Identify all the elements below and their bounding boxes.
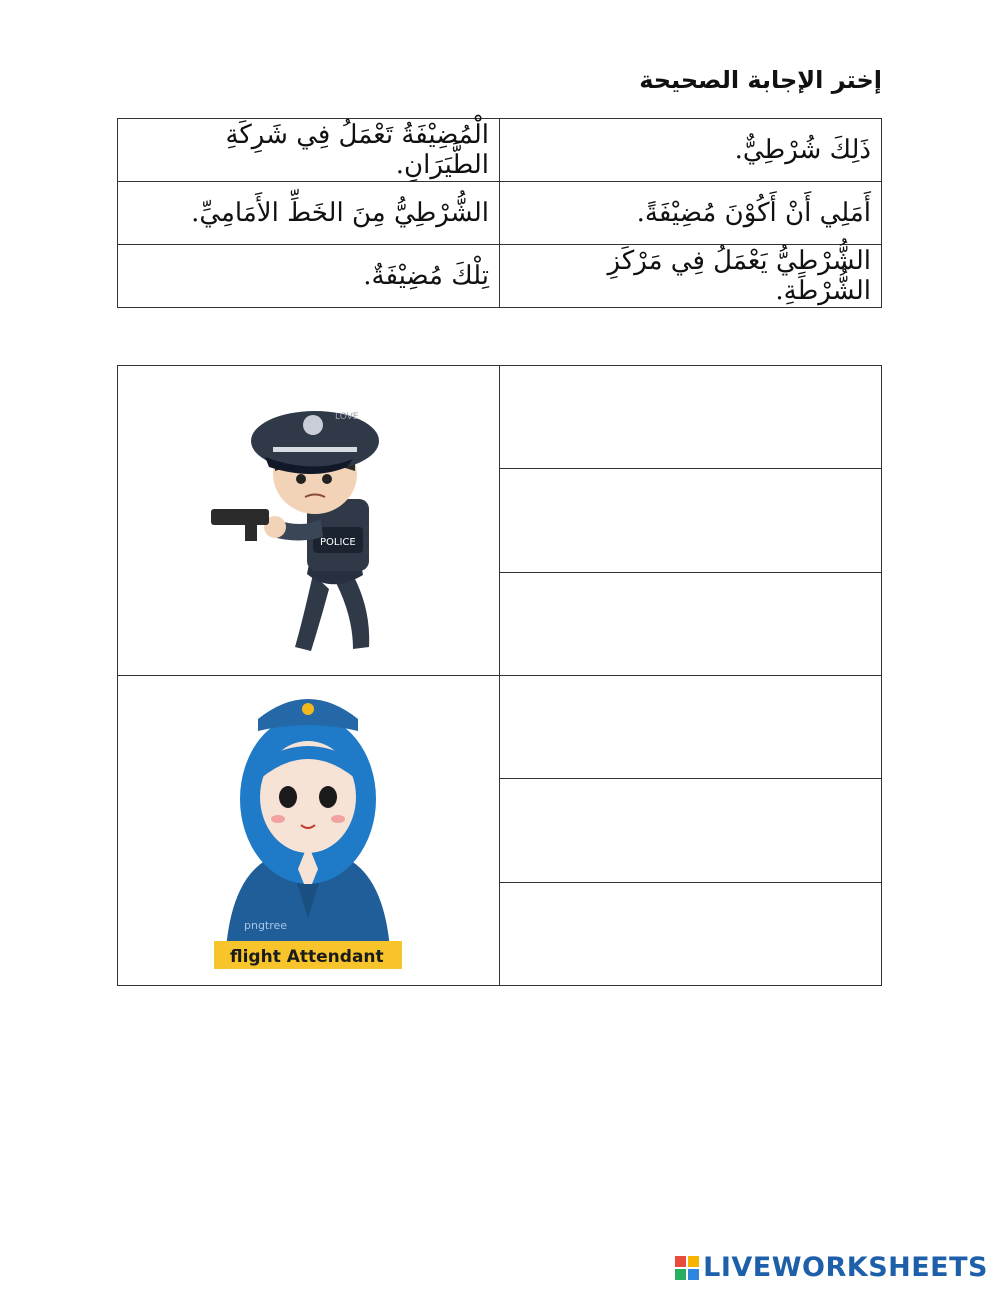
options-row (118, 182, 882, 245)
logo-square (675, 1269, 686, 1280)
police-image-cell (118, 366, 500, 676)
attendant-watermark: pngtree (244, 918, 288, 932)
police-watermark: LOVE (335, 411, 359, 422)
attendant-caption: flight Attendant (230, 946, 384, 967)
options-table (117, 118, 882, 308)
options-row (118, 245, 882, 308)
police-officer-image (203, 379, 413, 659)
answer-slot[interactable] (499, 779, 881, 882)
option-cell[interactable]: تِلْكَ مُضِيْفَةٌ. (118, 245, 500, 308)
answer-slot[interactable] (499, 882, 881, 985)
option-cell[interactable]: ذَلِكَ شُرْطِيٌّ. (500, 119, 882, 182)
instruction-heading: إختر الإجابة الصحيحة (639, 66, 882, 94)
logo-icon (675, 1256, 699, 1280)
option-cell[interactable]: الشُّرْطِيُّ مِنَ الخَطِّ الأَمَامِيِّ. (118, 182, 500, 245)
answer-table (117, 365, 882, 986)
logo-square (675, 1256, 686, 1267)
flight-attendant-image (208, 679, 408, 979)
logo-square (688, 1269, 699, 1280)
logo-text: LIVEWORKSHEETS (703, 1252, 988, 1283)
options-row (118, 119, 882, 182)
answer-slot[interactable] (499, 572, 881, 675)
option-cell[interactable]: الْمُضِيْفَةُ تَعْمَلُ فِي شَرِكَةِ الطَّيَرَانِ. (118, 119, 500, 182)
answer-slot[interactable] (499, 676, 881, 779)
answer-slot[interactable] (499, 366, 881, 469)
police-badge-text: POLICE (320, 536, 357, 548)
logo-square (688, 1256, 699, 1267)
option-cell[interactable]: أَمَلِي أَنْ أَكُوْنَ مُضِيْفَةً. (500, 182, 882, 245)
answer-slot[interactable] (499, 469, 881, 572)
option-cell[interactable]: الشُّرْطِيُّ يَعْمَلُ فِي مَرْكَزِ الشُّرْطَةِ. (500, 245, 882, 308)
liveworksheets-logo (675, 1252, 988, 1283)
attendant-image-cell (118, 676, 500, 986)
